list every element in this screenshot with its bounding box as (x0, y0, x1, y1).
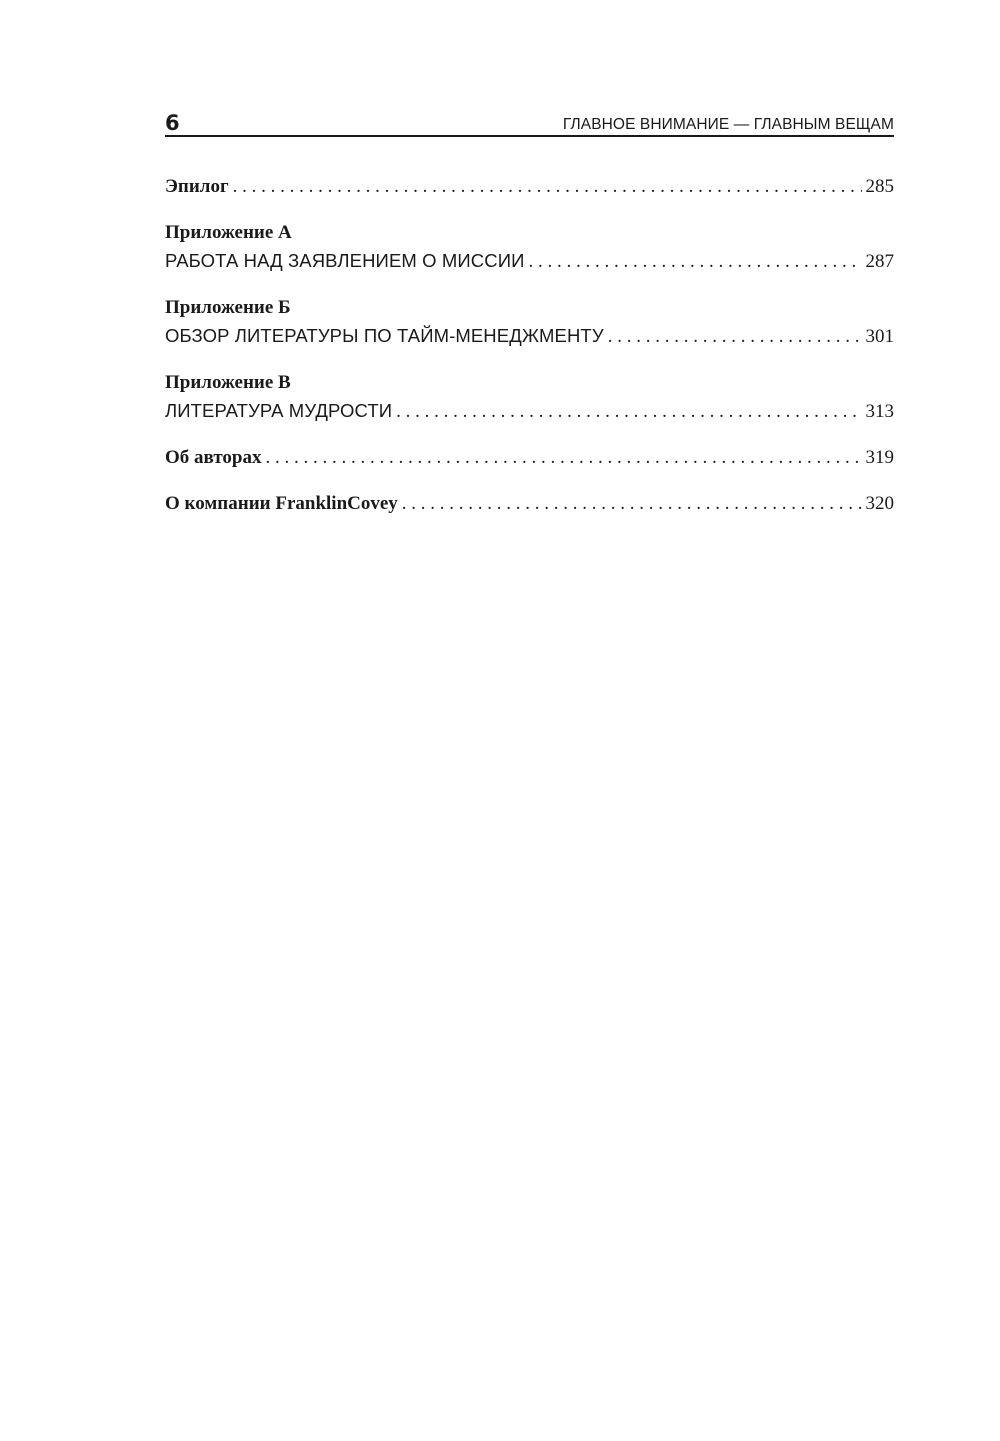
toc-page-number: 319 (865, 447, 894, 468)
toc-entry-appendix-b[interactable] (165, 294, 894, 351)
toc-entry-heading: Приложение Б (165, 297, 291, 318)
toc-entry-label: РАБОТА НАД ЗАЯВЛЕНИЕМ О МИССИИ (165, 250, 525, 271)
dot-leader (233, 173, 862, 201)
dot-leader (265, 444, 861, 472)
toc-page-number: 313 (865, 401, 894, 422)
toc-entry-appendix-a[interactable] (165, 219, 894, 276)
toc-entry-label: Эпилог (165, 176, 229, 197)
toc-entry-label: О компании FranklinCovey (165, 493, 398, 514)
table-of-contents (165, 173, 894, 518)
running-header (165, 104, 894, 137)
dot-leader (402, 490, 862, 518)
toc-entry-label: ЛИТЕРАТУРА МУДРОСТИ (165, 400, 393, 421)
book-page (165, 104, 894, 536)
dot-leader (608, 323, 862, 351)
toc-entry-appendix-v[interactable] (165, 369, 894, 426)
toc-entry-epilogue[interactable] (165, 173, 894, 201)
toc-entry-heading: Приложение В (165, 372, 291, 393)
toc-page-number: 285 (865, 176, 894, 197)
dot-leader (396, 398, 861, 426)
page-number: 6 (165, 111, 180, 135)
toc-entry-label: ОБЗОР ЛИТЕРАТУРЫ ПО ТАЙМ-МЕНЕДЖМЕНТУ (165, 325, 604, 346)
toc-entry-about-authors[interactable] (165, 444, 894, 472)
toc-page-number: 301 (865, 326, 894, 347)
toc-page-number: 287 (865, 251, 894, 272)
dot-leader (529, 248, 862, 276)
toc-entry-label: Об авторах (165, 447, 262, 468)
toc-entry-heading: Приложение А (165, 222, 292, 243)
toc-entry-about-company[interactable] (165, 490, 894, 518)
toc-page-number: 320 (865, 493, 894, 514)
running-title: ГЛАВНОЕ ВНИМАНИЕ — ГЛАВНЫМ ВЕЩАМ (562, 115, 894, 133)
